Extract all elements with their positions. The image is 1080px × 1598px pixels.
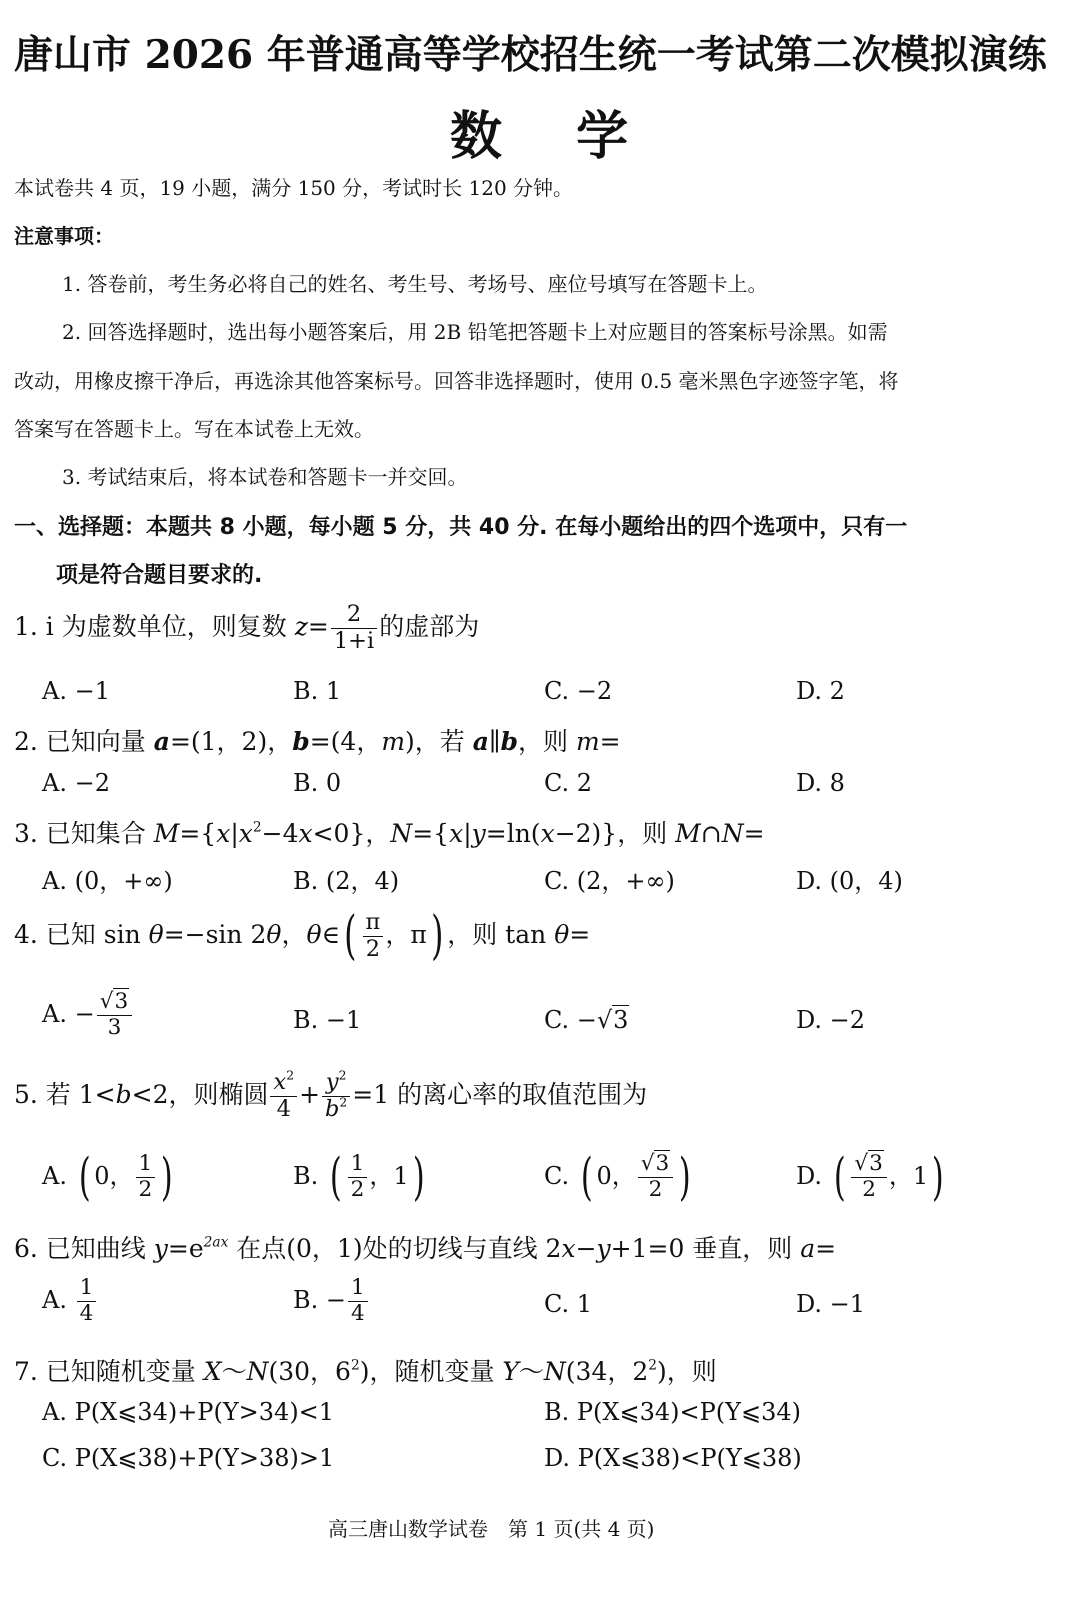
q3-option-b: B. (2，4): [293, 867, 400, 895]
question-1: 1. i 为虚数单位，则复数 z= $\frac{2}{1+i}$ 的虚部为: [14, 601, 480, 654]
q5-option-c: C. ( 0， $\frac{√3}{2}$ ): [544, 1147, 691, 1207]
q4-option-b: B. −1: [293, 1006, 362, 1034]
q2-option-c: C. 2: [544, 769, 593, 797]
q5-option-d: D. ( $\frac{√3}{2}$ ，1): [796, 1147, 944, 1207]
q3-option-d: D. (0，4): [796, 867, 903, 895]
q1-option-a: A. −1: [42, 677, 110, 705]
q1-option-c: C. −2: [544, 677, 613, 705]
note-2b: 改动，用橡皮擦干净后，再选涂其他答案标号。回答非选择题时，使用 0.5 毫米黑色字迹签字笔，将: [14, 369, 899, 393]
exam-intro: 本试卷共 4 页，19 小题，满分 150 分，考试时长 120 分钟。: [14, 176, 574, 200]
q4-option-a: A. − $\frac{√3}{3}$: [42, 990, 134, 1041]
q5-option-b: B. ( $\frac{1}{2}$ ，1): [293, 1147, 425, 1207]
note-2a: 2. 回答选择题时，选出每小题答案后，用 2B 铅笔把答题卡上对应题目的答案标号涂黑。如需: [62, 320, 888, 344]
q3-option-c: C. (2，+∞): [544, 867, 675, 895]
q3-option-a: A. (0，+∞): [42, 867, 173, 895]
q1-option-b: B. 1: [293, 677, 342, 705]
q7-option-d: D. P(X⩽38)<P(Y⩽38): [544, 1444, 802, 1472]
q7-option-b: B. P(X⩽34)<P(Y⩽34): [544, 1398, 801, 1426]
note-2c: 答案写在答题卡上。写在本试卷上无效。: [14, 417, 374, 441]
q7-option-c: C. P(X⩽38)+P(Y>38)>1: [42, 1444, 335, 1472]
exam-title: 唐山市 2026 年普通高等学校招生统一考试第二次模拟演练: [14, 32, 1047, 78]
q6-option-b: B. − $\frac{1}{4}$: [293, 1276, 370, 1327]
q1-option-d: D. 2: [796, 677, 845, 705]
subject-title: 数 学: [450, 107, 637, 167]
q6-option-c: C. 1: [544, 1290, 593, 1318]
q2-option-a: A. −2: [42, 769, 110, 797]
q2-option-d: D. 8: [796, 769, 845, 797]
question-2: 2. 已知向量 a=(1，2)，b=(4，m)，若 a∥b，则 m=: [14, 727, 621, 756]
question-7: 7. 已知随机变量 X～N(30，$6^2$)，随机变量 Y～N(34，$2^2$)，则: [14, 1357, 717, 1386]
question-4: 4. 已知 sin θ=−sin 2θ，θ∈( $\frac{\pi}{2}$ ，π) ，则 tan θ=: [14, 905, 591, 967]
q7-option-a: A. P(X⩽34)+P(Y>34)<1: [42, 1398, 335, 1426]
q6-option-a: A. $\frac{1}{4}$: [42, 1276, 98, 1327]
q2-option-b: B. 0: [293, 769, 342, 797]
q5-option-a: A. ( 0， $\frac{1}{2}$ ): [42, 1147, 174, 1207]
q4-option-c: C. −√3: [544, 1006, 629, 1034]
question-5: 5. 若 1<b<2，则椭圆 $\frac{x^2}{4}$ + $\frac{y^2}{b^2}$ =1 的离心率的取值范围为: [14, 1068, 648, 1122]
question-3: 3. 已知集合 $M=\{x|x^2-4x<0\}$，N={x|y=ln(x−2)}，则 M∩N=: [14, 819, 765, 848]
note-3: 3. 考试结束后，将本试卷和答题卡一并交回。: [62, 465, 468, 489]
note-1: 1. 答卷前，考生务必将自己的姓名、考生号、考场号、座位号填写在答题卡上。: [62, 272, 768, 296]
page-footer: 高三唐山数学试卷 第 1 页(共 4 页): [328, 1517, 655, 1541]
section-heading-2: 项是符合题目要求的.: [56, 563, 263, 588]
notes-heading: 注意事项：: [14, 224, 114, 248]
q4-option-d: D. −2: [796, 1006, 866, 1034]
q6-option-d: D. −1: [796, 1290, 866, 1318]
section-heading-1: 一、选择题：本题共 8 小题，每小题 5 分，共 40 分. 在每小题给出的四个选项中，只有一: [14, 515, 908, 540]
question-6: 6. 已知曲线 $y=e^{2ax}$ 在点(0，1)处的切线与直线 2x−y+1=0 垂直，则 a=: [14, 1234, 837, 1263]
